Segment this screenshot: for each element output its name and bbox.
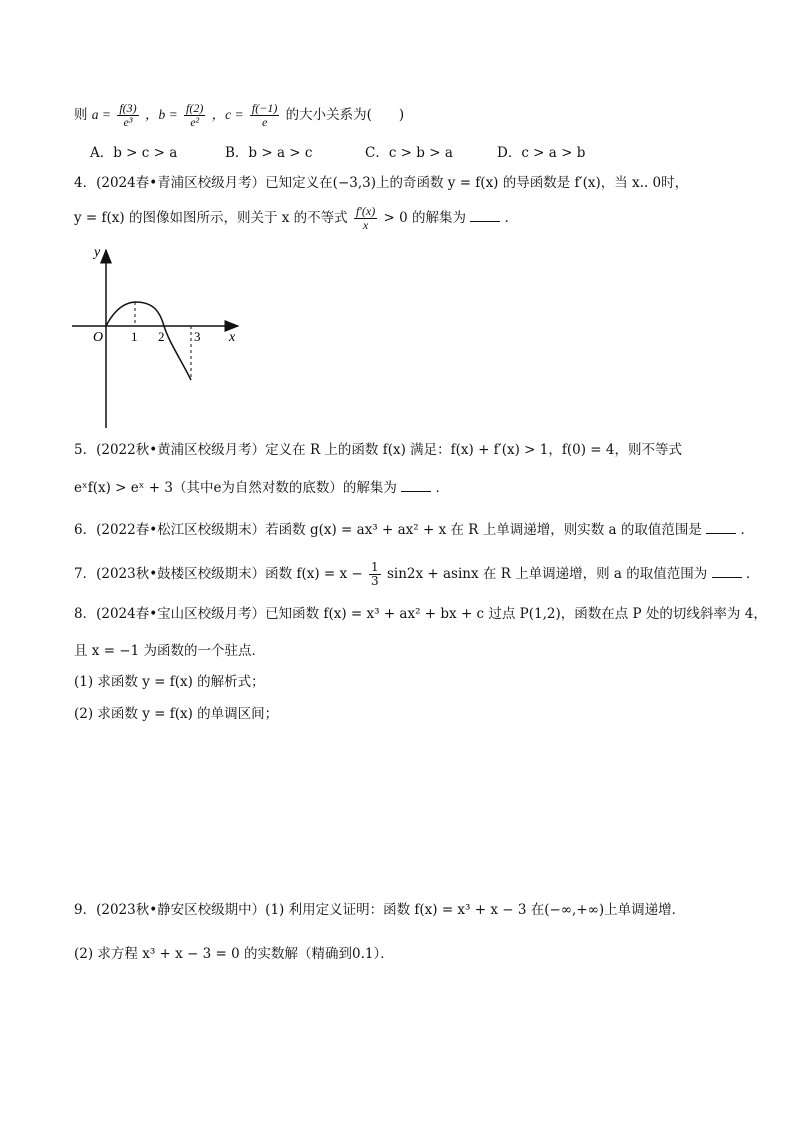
- q4-line2-head: y = f(x) 的图像如图所示，则关于 x 的不等式: [74, 210, 348, 226]
- q3-option-b: B．b > a > c: [225, 145, 313, 161]
- q3-b-fraction: [184, 102, 205, 129]
- q3-c-denominator: e: [250, 115, 279, 129]
- y-axis-label: y: [94, 245, 101, 260]
- q3-a-numerator: f(3): [119, 101, 137, 115]
- tick-label-3: 3: [194, 329, 201, 344]
- q3-stem-tail: 的大小关系为( ): [285, 107, 405, 123]
- q8-part1: (1) 求函数 y = f(x) 的解析式；: [74, 674, 265, 690]
- x-axis-label: x: [229, 330, 236, 345]
- q7-fraction-denominator: 3: [371, 574, 379, 588]
- q3-b-denominator: e²: [184, 115, 205, 129]
- q6-line1-text: 6．(2022春•松江区校级期末）若函数 g(x) = ax³ + ax² + x 在 R 上单调递增，则实数 a 的取值范围是: [74, 522, 702, 538]
- q7-line1-end: ．: [745, 566, 760, 582]
- q4-function-graph: [66, 240, 256, 435]
- q5-answer-blank: [401, 479, 431, 492]
- function-curve: [106, 302, 191, 380]
- q7-line1-tail: sin2x + asinx 在 R 上单调递增，则 a 的取值范围为: [386, 566, 708, 582]
- q5-line2-end: ．: [435, 480, 450, 496]
- q5-line1: 5．(2022秋•黄浦区校级月考）定义在 R 上的函数 f(x) 满足：f(x) + f′(x) > 1，f(0) = 4，则不等式: [74, 442, 682, 458]
- q3-stem: [74, 102, 404, 129]
- q4-line1: 4．(2024春•青浦区校级月考）已知定义在(−3,3)上的奇函数 y = f(x) 的导函数是 f′(x)，当 x.. 0时，: [74, 175, 689, 191]
- q4-line2: [74, 205, 518, 232]
- q3-a-denominator: e³: [117, 115, 138, 129]
- q3-c-expr: ，c =: [211, 107, 244, 122]
- q6-line1: [74, 520, 754, 540]
- q3-b-expr: ，b =: [144, 107, 178, 122]
- q3-option-a: A．b > c > a: [90, 145, 178, 161]
- q3-option-d: D．c > a > b: [497, 145, 586, 161]
- q3-a-fraction: [117, 102, 138, 129]
- tick-label-2: 2: [158, 329, 165, 344]
- q4-inequality-fraction: [354, 205, 377, 232]
- q4-answer-blank: [470, 209, 500, 222]
- q9-line1: 9．(2023秋•静安区校级期中）(1) 利用定义证明：函数 f(x) = x³ + x − 3 在(−∞,+∞)上单调递增．: [74, 902, 686, 918]
- q8-part2: (2) 求函数 y = f(x) 的单调区间；: [74, 706, 279, 722]
- q3-b-numerator: f(2): [186, 101, 204, 115]
- q6-answer-blank: [706, 521, 736, 534]
- q7-line1: [74, 561, 759, 588]
- q4-line2-end: ．: [504, 210, 519, 226]
- q7-fraction-numerator: 1: [371, 560, 379, 574]
- q8-line1: 8．(2024春•宝山区校级月考）已知函数 f(x) = x³ + ax² + bx + c 过点 P(1,2)，函数在点 P 处的切线斜率为 4，: [74, 606, 767, 622]
- q8-line2: 且 x = −1 为函数的一个驻点．: [74, 643, 265, 659]
- origin-label: O: [93, 330, 104, 345]
- q3-c-numerator: f(−1): [251, 101, 278, 115]
- q5-line2: [74, 478, 449, 498]
- q5-line2-text: eˣf(x) > eˣ + 3（其中e为自然对数的底数）的解集为: [74, 480, 397, 496]
- q7-answer-blank: [712, 565, 742, 578]
- tick-label-1: 1: [131, 329, 138, 344]
- q3-option-c: C．c > b > a: [365, 145, 453, 161]
- q7-line1-head: 7．(2023秋•鼓楼区校级期末）函数 f(x) = x −: [74, 566, 363, 582]
- q7-fraction: [369, 561, 381, 588]
- q9-line2: (2) 求方程 x³ + x − 3 = 0 的实数解（精确到0.1）．: [74, 946, 394, 962]
- q4-inequality-denominator: x: [354, 218, 377, 232]
- q4-inequality-numerator: f′(x): [355, 204, 376, 218]
- q3-c-fraction: [250, 102, 279, 129]
- q4-line2-tail: > 0 的解集为: [383, 210, 467, 226]
- q3-a-expr: a =: [91, 107, 112, 122]
- q6-line1-end: ．: [740, 522, 754, 538]
- q3-stem-head: 则: [74, 107, 88, 123]
